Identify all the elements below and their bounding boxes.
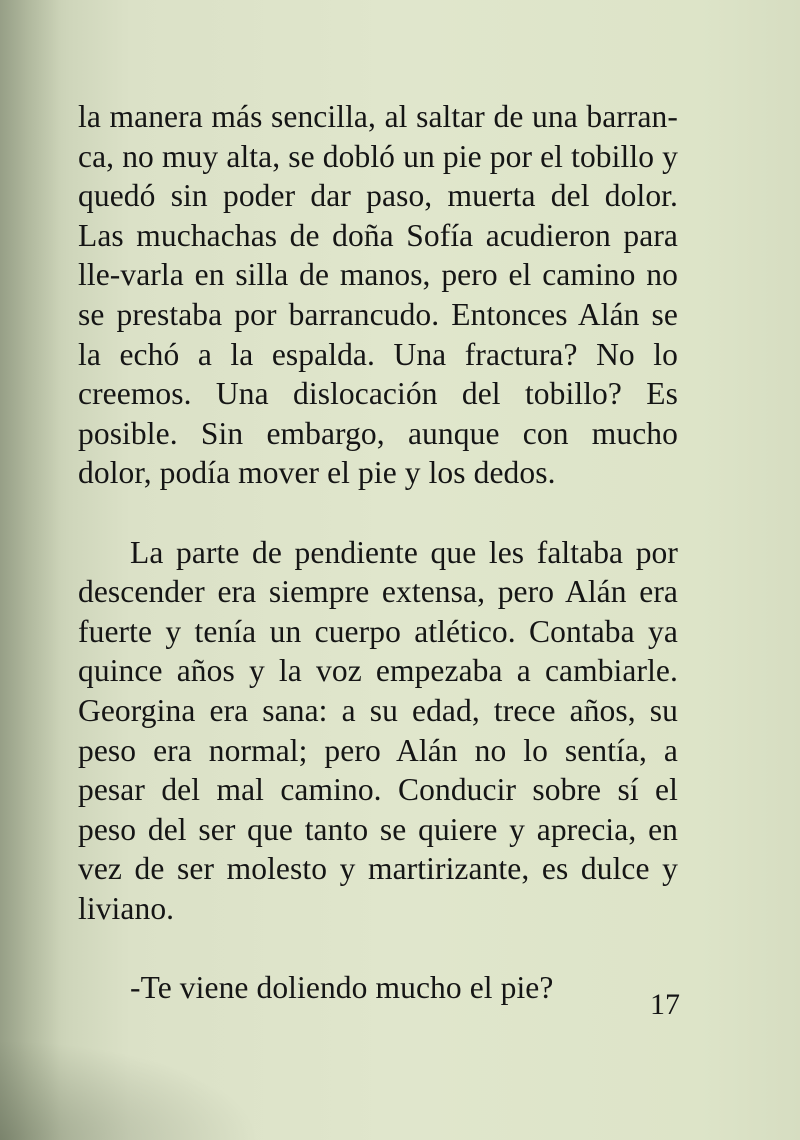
page-number: 17: [650, 988, 680, 1021]
page-text: [78, 97, 678, 1008]
paragraph-1: la manera más sencilla, al saltar de una barran-ca, no muy alta, se dobló un pie por el tobillo y quedó sin poder dar paso, muerta del dolor. Las muchachas de doña Sofía acudieron para lle-varla en silla de manos, pero el camino no se prestaba por barrancudo. Entonces Alán se la echó a la espalda. Una fractura? No lo creemos. Una dislocación del tobillo? Es posible. Sin embargo, aunque con mucho dolor, podía mover el pie y los dedos.: [78, 99, 678, 491]
binding-shadow: [0, 0, 60, 1140]
paragraph-2: La parte de pendiente que les faltaba por descender era siempre extensa, pero Alán era fuerte y tenía un cuerpo atlético. Contaba ya quince años y la voz empezaba a cambiarle. Georgina era sana: a su edad, trece años, su peso era normal; pero Alán no lo sentía, a pesar del mal camino. Conducir sobre sí el peso del ser que tanto se quiere y aprecia, en vez de ser molesto y martirizante, es dulce y liviano.: [78, 534, 678, 926]
corner-shade: [0, 1040, 260, 1140]
paragraph-3: -Te viene doliendo mucho el pie?: [130, 970, 554, 1006]
